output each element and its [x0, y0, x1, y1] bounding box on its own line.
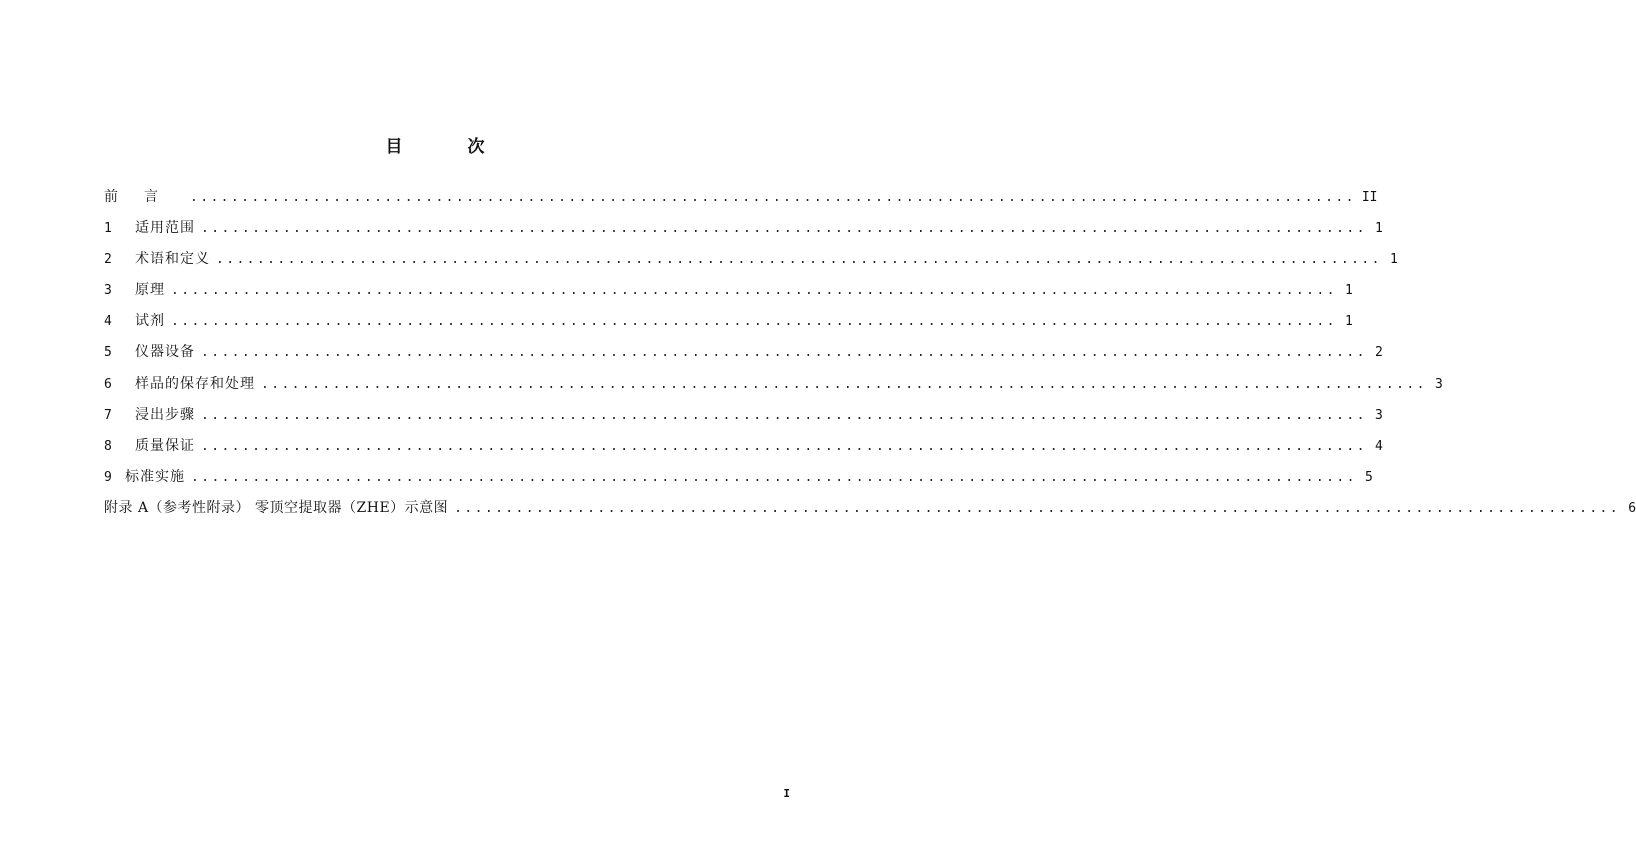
toc-leader-dots: .................................................................................................................. — [171, 283, 1337, 299]
toc-entry-number: 5 — [104, 345, 112, 361]
toc-entry-page: 1 — [1345, 314, 1353, 330]
toc-entry-label: 浸出步骤 — [135, 406, 195, 423]
toc-leader-dots: .................................................................................................................. — [201, 438, 1367, 454]
toc-entry-7[interactable] — [104, 405, 1383, 436]
toc-entry-number: 4 — [104, 314, 112, 330]
toc-leader-dots: .................................................................................................................. — [201, 345, 1367, 361]
toc-entry-2[interactable] — [104, 249, 1398, 280]
toc-leader-dots: .................................................................................................................. — [454, 500, 1621, 516]
toc-entry-number: 1 — [104, 221, 112, 237]
toc-entry-page: 6 — [1628, 500, 1636, 516]
toc-leader-dots: .................................................................................................................. — [191, 469, 1357, 485]
toc-entry-5[interactable] — [104, 342, 1383, 373]
toc-leader-dots: .................................................................................................................. — [216, 252, 1382, 268]
toc-entry-number: 6 — [104, 376, 112, 392]
toc-entry-label: 原理 — [135, 282, 165, 299]
toc-entry-label: 术语和定义 — [135, 251, 210, 268]
toc-entry-label: 前言 — [104, 189, 184, 205]
toc-entry-page: 1 — [1375, 221, 1383, 237]
toc-leader-dots: .................................................................................................................. — [261, 376, 1427, 392]
toc-entry-page: 2 — [1375, 345, 1383, 361]
toc-leader-dots: .................................................................................................................. — [171, 314, 1337, 330]
page-title: 目 次 — [385, 137, 509, 157]
toc-entry-number: 2 — [104, 252, 112, 268]
toc-entry-page: II — [1361, 190, 1378, 205]
toc-entry-label: 质量保证 — [135, 437, 195, 454]
toc-entry-6[interactable] — [104, 374, 1443, 405]
toc-entry-page: 1 — [1345, 283, 1353, 299]
table-of-contents — [104, 187, 1636, 529]
toc-entry-label: 附录 A（参考性附录） 零顶空提取器（ZHE）示意图 — [104, 499, 449, 516]
toc-entry-8[interactable] — [104, 436, 1383, 467]
toc-entry-label: 样品的保存和处理 — [135, 375, 255, 392]
toc-entry-preface[interactable] — [104, 187, 1378, 218]
toc-entry-number: 8 — [104, 438, 112, 454]
toc-entry-4[interactable] — [104, 311, 1353, 342]
toc-entry-1[interactable] — [104, 218, 1383, 249]
toc-entry-page: 3 — [1435, 376, 1443, 392]
toc-leader-dots: .................................................................................................................. — [201, 407, 1367, 423]
toc-entry-appendix-a[interactable] — [104, 498, 1636, 529]
toc-entry-page: 4 — [1375, 438, 1383, 454]
toc-entry-number: 3 — [104, 283, 112, 299]
toc-entry-9[interactable] — [104, 467, 1373, 498]
toc-leader-dots: .................................................................................................................. — [201, 221, 1367, 237]
toc-entry-label: 标准实施 — [125, 468, 185, 485]
page-number: I — [783, 787, 790, 800]
toc-entry-number: 9 — [104, 469, 112, 485]
toc-entry-label: 适用范围 — [135, 220, 195, 237]
toc-entry-label: 仪器设备 — [135, 344, 195, 361]
toc-leader-dots: .................................................................................................................. — [190, 190, 1356, 205]
toc-entry-number: 7 — [104, 407, 112, 423]
toc-entry-page: 3 — [1375, 407, 1383, 423]
toc-entry-label: 试剂 — [135, 313, 165, 330]
toc-entry-page: 5 — [1365, 469, 1373, 485]
toc-entry-3[interactable] — [104, 280, 1353, 311]
toc-entry-page: 1 — [1390, 252, 1398, 268]
